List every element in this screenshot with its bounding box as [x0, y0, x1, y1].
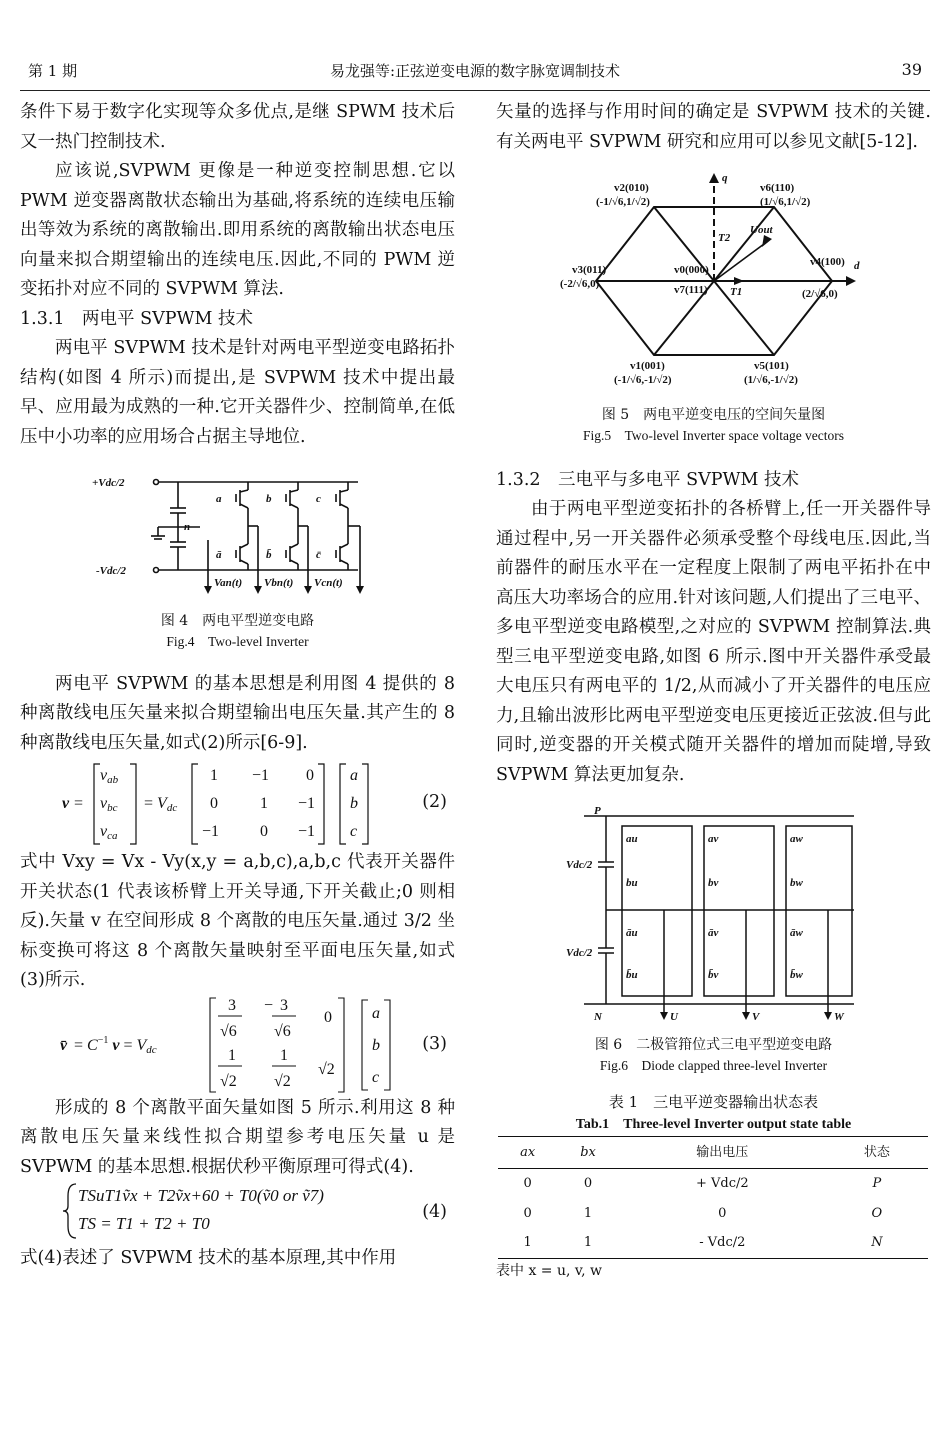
table-note: 表中 x = u, v, w: [496, 1262, 603, 1279]
svg-text:= Vdc: = Vdc: [144, 795, 178, 814]
uout-label: Uout: [749, 224, 773, 236]
d-axis-label: d: [853, 260, 859, 272]
aw-label: aw: [789, 833, 803, 845]
page-header: [28, 60, 922, 86]
equation-number: (2): [422, 792, 447, 812]
v3-label: v3(011): [571, 264, 606, 276]
v-output-label: V: [751, 1011, 759, 1023]
bu-label: bu: [625, 877, 638, 889]
paragraph: 由于两电平型逆变拓扑的各桥臂上,任一开关器件导通过程中,另一开关器件必须承受整个母线电压.因此,当前器件的耐压水平在一定程度上限制了两电平拓扑在中高压大功率场合的应用.针对该问题,人们提出了三电平、多电平型逆变电路模型,之对应的 SVPWM 控制算法.典型三电平型逆变电路,如图 6 所示.图中开关器件承受最大电压只有两电平的 1/2,从而减小了开关器件的电压应力,且输出波形比两电平型逆变电压更接近正弦波.但与此同时,逆变器的开关模式随开关器件的增加而陡增,导致 SVPWM 算法更加复杂.: [496, 499, 931, 785]
paragraph: 式(4)表述了 SVPWM 技术的基本原理,其中作用: [20, 1248, 397, 1268]
table-cell: 1: [498, 1228, 557, 1258]
svg-text:v̄: v̄: [60, 1036, 68, 1054]
equation-2: [20, 758, 455, 848]
abar-u-label: āu: [625, 927, 638, 939]
v3-coord: (-2/√6,0): [559, 278, 599, 290]
left-column: [20, 98, 455, 1274]
vneg-label: -Vdc/2: [95, 565, 126, 577]
svg-text:0: 0: [324, 1008, 332, 1026]
paragraph: 条件下易于数字化实现等众多优点,是继 SPWM 技术后又一热门控制技术.: [20, 102, 455, 152]
paragraph: 形成的 8 个离散平面矢量如图 5 所示.利用这 8 种离散电压矢量来线性拟合期望参考电压矢量 u 是 SVPWM 的基本思想.根据伏秒平衡原理可得式(4).: [20, 1097, 455, 1177]
paragraph: 两电平 SVPWM 技术是针对两电平型逆变电路拓扑结构(如图 4 所示)而提出,是 SVPWM 技术中提出最早、应用最为成熟的一种.它开关器件少、控制简单,在低压中小功率的应用场合占据主导地位.: [20, 338, 455, 447]
svg-text:√2: √2: [220, 1072, 237, 1090]
t2-label: T2: [717, 232, 730, 244]
svg-text:1: 1: [228, 1046, 236, 1064]
v4-label: v4(100): [809, 256, 845, 268]
right-column: [496, 98, 931, 1283]
n-label: N: [593, 1011, 602, 1023]
bbar-v-label: b̄v: [707, 969, 718, 981]
table-row: [498, 1199, 928, 1229]
figure-caption-en: Fig.4 Two-level Inverter: [166, 633, 309, 649]
svg-text:−: −: [264, 996, 274, 1014]
equation-2-formula: [20, 758, 400, 848]
w-output-label: W: [833, 1011, 844, 1023]
table-cell: 0: [523, 1205, 532, 1221]
section-heading: 1.3.1 两电平 SVPWM 技术: [20, 308, 253, 329]
svg-text:√6: √6: [274, 1022, 291, 1040]
svg-text:a: a: [350, 767, 358, 784]
equation-4-line-2: TS = T1 + T2 + T0: [78, 1214, 210, 1233]
abar-label: ā: [215, 549, 221, 561]
table-cell: - Vdc/2: [619, 1228, 826, 1258]
van-label: Van(t): [213, 577, 242, 589]
equation-3-formula: [20, 996, 400, 1094]
figure-caption-en: Fig.6 Diode clapped three-level Inverter: [599, 1057, 828, 1073]
c-label: c: [315, 493, 321, 505]
table-cell: 0: [583, 1176, 593, 1191]
equation-number: (4): [422, 1202, 447, 1222]
svg-text:3: 3: [228, 996, 236, 1014]
v1-coord: (-1/√6,-1/√2): [613, 374, 672, 386]
bv-label: bv: [707, 877, 718, 889]
figure-caption: 图 4 两电平型逆变电路: [160, 612, 315, 629]
svg-text:3: 3: [280, 996, 288, 1014]
svg-text:νab: νab: [100, 767, 119, 786]
table-cell: N: [826, 1228, 928, 1258]
u-output-label: U: [669, 1011, 678, 1023]
svg-text:−1: −1: [298, 823, 316, 840]
svg-text:−1: −1: [298, 795, 316, 812]
svg-text:−1: −1: [202, 823, 220, 840]
table-cell: 0: [718, 1205, 727, 1221]
q-axis-label: q: [721, 172, 727, 184]
section-heading: 1.3.2 三电平与多电平 SVPWM 技术: [496, 469, 799, 490]
au-label: au: [625, 833, 638, 845]
av-label: av: [707, 833, 718, 845]
table-header: 状态: [826, 1136, 928, 1169]
svg-text:√2: √2: [318, 1060, 335, 1078]
b-label: b: [265, 493, 271, 505]
abar-w-label: āw: [789, 927, 803, 939]
v6-coord: (1/√6,1/√2): [759, 196, 810, 208]
table-caption: 表 1 三电平逆变器输出状态表: [608, 1092, 819, 1111]
a-label: a: [215, 493, 221, 505]
page-number: 39: [901, 60, 922, 79]
vpos-label: +Vdc/2: [91, 477, 125, 489]
svg-text:c: c: [372, 1068, 380, 1086]
v4-coord: (2/√6,0): [801, 288, 838, 300]
v5-label: v5(101): [753, 360, 789, 372]
equation-number: (3): [422, 1033, 447, 1054]
svg-text:= C−1 v = Vdc: = $C^{-1}$ v = Vdc: [74, 1034, 157, 1056]
svg-text:νbc: νbc: [100, 795, 118, 814]
svg-text:√6: √6: [220, 1022, 237, 1040]
table-row: [498, 1228, 928, 1258]
table-row: [498, 1169, 928, 1199]
v1-label: v1(001): [629, 360, 665, 372]
two-level-inverter-circuit: [88, 470, 388, 600]
abar-v-label: āv: [707, 927, 718, 939]
header-rule: [20, 90, 930, 91]
figure-caption: 图 5 两电平逆变电压的空间矢量图: [601, 406, 826, 423]
figure-6: [496, 806, 931, 1076]
v2-coord: (-1/√6,1/√2): [595, 196, 650, 208]
svg-text:νca: νca: [100, 823, 118, 842]
svg-text:v: v: [62, 795, 70, 812]
vdc-bottom-label: Vdc/2: [565, 947, 592, 959]
table-1: [496, 1090, 931, 1283]
paragraph: 应该说,SVPWM 更像是一种逆变控制思想.它以 PWM 逆变器离散状态输出为基础,将系统的连续电压输出等效为系统的离散输出.即用系统的离散输出状态电压向量来拟合期望输出的连续电压.因此,不同的 PWM 逆变拓扑对应不同的 SVPWM 算法.: [20, 161, 455, 299]
table-header: bx: [557, 1136, 619, 1169]
issue-number: 第 1 期: [28, 62, 78, 80]
table-header: 输出电压: [619, 1136, 826, 1169]
three-level-inverter-circuit: [564, 806, 864, 1024]
bw-label: bw: [789, 877, 803, 889]
svg-text:b: b: [350, 795, 358, 812]
figure-4: [20, 470, 455, 652]
svg-text:√2: √2: [274, 1072, 291, 1090]
vcn-label: Vcn(t): [313, 577, 343, 589]
n-label: n: [183, 521, 190, 533]
figure-caption-en: Fig.5 Two-level Inverter space voltage vectors: [582, 427, 845, 443]
p-label: P: [593, 806, 601, 817]
table-cell: 0: [523, 1176, 532, 1191]
vbn-label: Vbn(t): [263, 577, 293, 589]
bbar-u-label: b̄u: [625, 969, 638, 981]
table-header: ax: [498, 1136, 557, 1169]
table-cell: 1: [557, 1228, 619, 1258]
equation-4-brace: [60, 1182, 80, 1240]
equation-3: [20, 996, 455, 1094]
space-vector-hexagon: [554, 169, 874, 394]
figure-caption: 图 6 二极管箝位式三电平型逆变电路: [594, 1036, 833, 1053]
figure-5: [496, 169, 931, 446]
bbar-w-label: b̄w: [789, 969, 803, 981]
paragraph: 矢量的选择与作用时间的确定是 SVPWM 技术的关键.有关两电平 SVPWM 研究和应用可以参见文献[5-12].: [496, 102, 931, 152]
t1-label: T1: [729, 286, 742, 298]
svg-text:1: 1: [260, 795, 268, 812]
svg-text:0: 0: [260, 823, 268, 840]
svg-text:−1: −1: [252, 767, 270, 784]
svg-text:1: 1: [280, 1046, 288, 1064]
table-cell: P: [872, 1176, 882, 1191]
table-cell: + Vdc/2: [695, 1176, 749, 1191]
svg-text:=: =: [74, 795, 84, 812]
svg-text:0: 0: [210, 795, 218, 812]
v7-label: v7(111): [673, 284, 708, 296]
v0-label: v0(000): [673, 264, 709, 276]
v5-coord: (1/√6,-1/√2): [743, 374, 798, 386]
svg-text:b: b: [372, 1036, 380, 1054]
svg-text:a: a: [372, 1004, 380, 1022]
svg-text:0: 0: [306, 767, 314, 784]
bbar-label: b̄: [265, 549, 271, 561]
v6-label: v6(110): [759, 182, 794, 194]
equation-4-line-1: TSuT1ṽx + T2ṽx+60 + T0(ṽ0 or ṽ7): [78, 1186, 324, 1205]
paragraph: 两电平 SVPWM 的基本思想是利用图 4 提供的 8 种离散线电压矢量来拟合期望输出电压矢量.其产生的 8 种离散线电压矢量,如式(2)所示[6-9].: [20, 673, 455, 753]
table-cell: 1: [583, 1205, 593, 1221]
running-title: 易龙强等:正弦逆变电源的数字脉宽调制技术: [329, 62, 621, 80]
paragraph: 式中 Vxy = Vx - Vy(x,y = a,b,c),a,b,c 代表开关器件开关状态(1 代表该桥臂上开关导通,下开关截止;0 则相反).矢量 v 在空间形成 8 个离散的电压矢量.通过 3/2 坐标变换可将这 8 个离散矢量映射至平面电压矢量,如式(3)所示.: [20, 852, 455, 990]
v2-label: v2(010): [613, 182, 649, 194]
cbar-label: c̄: [315, 549, 321, 561]
table-cell: O: [871, 1205, 883, 1221]
svg-text:c: c: [350, 823, 358, 840]
equation-4: [20, 1182, 455, 1244]
vdc-top-label: Vdc/2: [565, 859, 592, 871]
svg-text:1: 1: [210, 767, 218, 784]
state-table: [498, 1136, 928, 1259]
table-caption-en: Tab.1 Three-level Inverter output state table: [575, 1116, 852, 1132]
